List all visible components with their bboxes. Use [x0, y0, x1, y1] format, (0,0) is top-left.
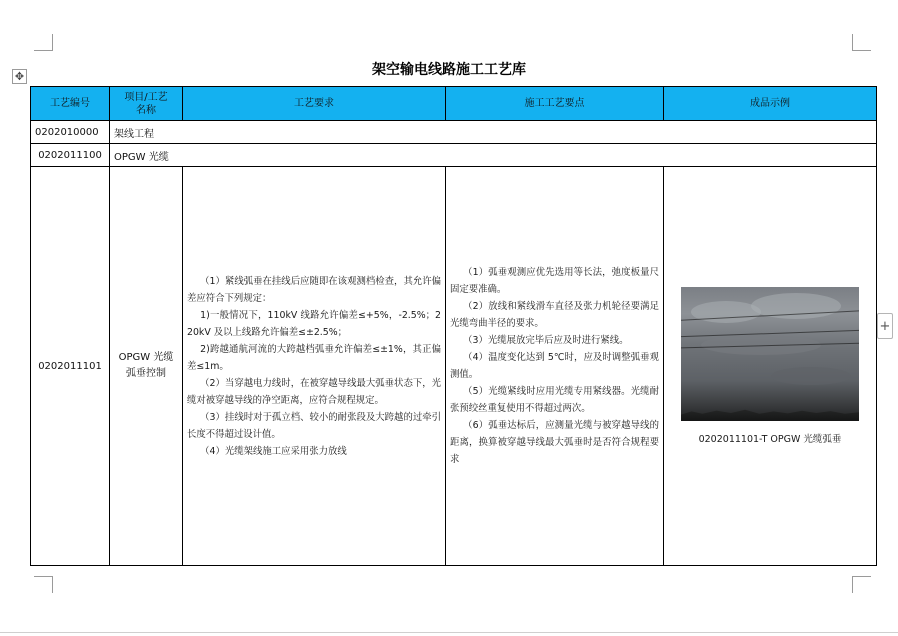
key-point-item: （2）放线和紧线滑车直径及张力机轮径要满足光缆弯曲半径的要求。 [450, 301, 659, 329]
requirement-item: （4）光缆架线施工应采用张力放线 [200, 445, 347, 457]
key-points-text [450, 264, 659, 468]
header-craft-code: 工艺编号 [31, 87, 110, 121]
requirements-cell [183, 167, 446, 566]
crop-mark-top-right [852, 34, 871, 51]
crop-mark-bottom-right [852, 576, 871, 593]
requirement-item: （2）当穿越电力线时，在被穿越导线最大弧垂状态下，光缆对被穿越导线的净空距离，应符合规程规定。 [187, 377, 441, 406]
key-point-item: （5）光缆紧线时应用光缆专用紧线器。光缆耐张预绞丝重复使用不得超过两次。 [450, 386, 659, 414]
sample-cell [664, 167, 877, 566]
crop-mark-bottom-left [34, 576, 53, 593]
requirement-item: 1)一般情况下，110kV 线路允许偏差≤+5%，-2.5%；220kV 及以上线路允许偏差≤±2.5%； [187, 309, 441, 338]
table-row [31, 121, 877, 144]
sample-caption: 0202011101-T OPGW 光缆弧垂 [698, 434, 842, 445]
move-cross-icon: ✥ [14, 70, 25, 83]
main-row-code: 0202011101 [31, 167, 110, 566]
requirement-item: 2)跨越通航河流的大跨越档弧垂允许偏差≤±1%，其正偏差≤1m。 [187, 343, 441, 372]
key-point-item: （4）温度变化达到 5℃时，应及时调整弧垂观测值。 [450, 352, 659, 380]
table-header-row [31, 87, 877, 121]
row-code: 0202010000 [31, 121, 110, 144]
document-title: 架空输电线路施工工艺库 [372, 62, 526, 78]
key-points-cell [446, 167, 664, 566]
page-bottom-edge [0, 632, 898, 633]
row-name: OPGW 光缆 [110, 144, 877, 167]
row-name: 架线工程 [110, 121, 877, 144]
crop-mark-top-left [34, 34, 53, 51]
table-row [31, 167, 877, 566]
header-requirements: 工艺要求 [183, 87, 446, 121]
key-point-item: （1）弧垂观测应优先选用等长法，弛度板量尺固定要准确。 [450, 267, 659, 295]
table-row [31, 144, 877, 167]
requirement-item: （3）挂线时对于孤立档、较小的耐张段及大跨越的过牵引长度不得超过设计值。 [187, 411, 441, 440]
header-key-points: 施工工艺要点 [446, 87, 664, 121]
header-item-name: 项目/工艺 名称 [110, 87, 183, 121]
add-column-button[interactable] [877, 313, 893, 339]
sample-photo [681, 287, 859, 421]
requirements-text [187, 273, 441, 460]
requirement-item: （1）紧线弧垂在挂线后应随即在该观测档检查，其允许偏差应符合下列规定： [187, 275, 441, 304]
plus-icon: + [879, 318, 891, 334]
craft-table [30, 86, 877, 566]
key-point-item: （3）光缆展放完毕后应及时进行紧线。 [463, 335, 629, 346]
key-point-item: （6）弧垂达标后，应测量光缆与被穿越导线的距离，换算被穿越导线最大弧垂时是否符合规程要求 [450, 420, 659, 465]
header-sample: 成品示例 [664, 87, 877, 121]
main-row-name: OPGW 光缆弧垂控制 [110, 167, 183, 566]
row-code: 0202011100 [31, 144, 110, 167]
